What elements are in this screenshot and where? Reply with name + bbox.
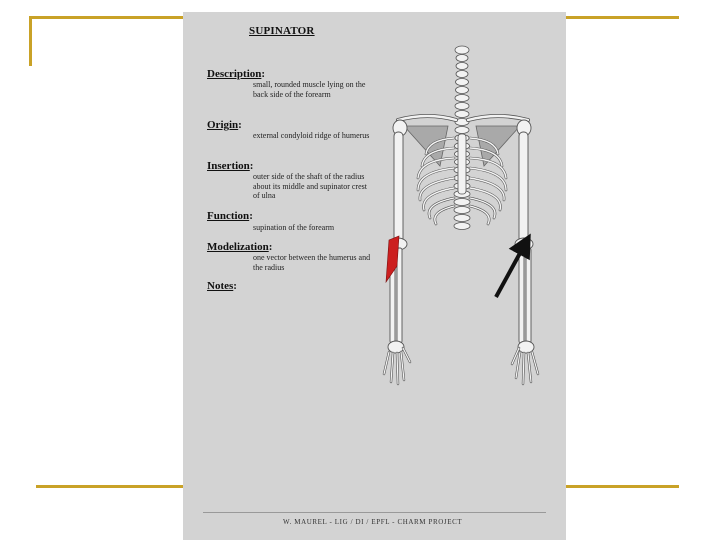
function-text: supination of the forearm — [253, 223, 335, 232]
notes-label: Notes: — [207, 280, 237, 292]
origin-text: external condyloid ridge of humerus — [253, 131, 370, 140]
right-arm — [515, 120, 534, 353]
frame-left-vertical — [29, 16, 32, 66]
footer-rule — [203, 512, 546, 513]
modelization-text: one vector between the humerus and the radius — [253, 253, 371, 272]
insertion-label: Insertion: — [207, 160, 254, 172]
description-label: Description: — [207, 68, 266, 80]
insertion-text: outer side of the shaft of the radius about its middle and supinator crest of ulna — [253, 172, 367, 200]
sternum — [458, 134, 466, 194]
right-hand — [512, 348, 538, 384]
frame-bottom-left — [36, 485, 183, 488]
document-title: SUPINATOR — [249, 25, 315, 37]
modelization-label: Modelization: — [207, 241, 273, 253]
frame-bottom-right — [566, 485, 679, 488]
skeleton-illustration — [378, 42, 563, 392]
document-page — [183, 12, 566, 540]
function-label: Function: — [207, 210, 253, 222]
description-text: small, rounded muscle lying on the back side of the forearm — [253, 80, 366, 99]
frame-top-right — [566, 16, 679, 19]
frame-top-left — [29, 16, 183, 19]
document-footer: W. MAUREL - LIG / DI / EPFL - CHARM PROJECT — [283, 518, 463, 526]
origin-label: Origin: — [207, 119, 242, 131]
